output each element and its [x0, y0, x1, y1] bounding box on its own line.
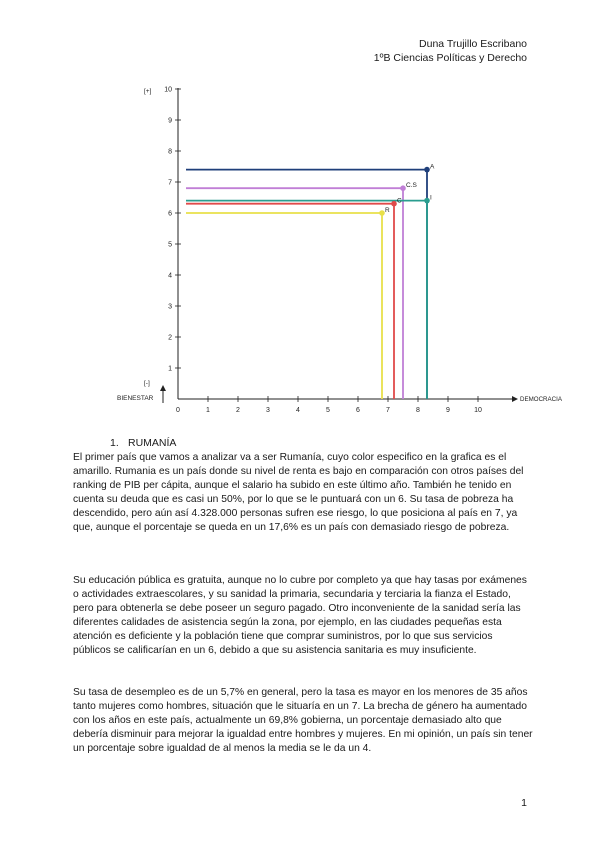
y-tick-label: 6: [168, 210, 172, 218]
x-axis-arrowhead: [512, 396, 518, 402]
x-tick-label: 0: [176, 407, 180, 414]
x-tick-label: 10: [474, 407, 482, 414]
x-tick-label: 1: [206, 407, 210, 414]
x-tick-label: 2: [236, 407, 240, 414]
y-axis-label: BIENESTAR: [117, 395, 154, 402]
y-tick-label: 8: [168, 148, 172, 156]
paragraph-income: El primer país que vamos a analizar va a ser Rumanía, cuyo color especifico en la grafica es el amarillo. Rumania es un país donde su nivel de renta es bajo en comparación con otros países del ranking de PIB per cápita, aunque el salario ha subido en este último año. También he tenido en cuenta su deuda que es casi un 50%, por lo que se le puntuará con un 6. Su tasa de pobreza ha descendido, pero aún así 4.328.000 personas sufren ese riesgo, lo que posiciona al país en 7, ya que, aunque el porcentaje se queda en un 17,6% es un país con demasiado riesgo de pobreza.: [73, 452, 524, 533]
paragraph-public-services: Su educación pública es gratuita, aunque no lo cubre por completo ya que hay tasas por exámenes o actividades extraescolares, y su sanidad la primaria, secundaria y terciaria la fianza el Estado, pero para obtenerla se debe poseer un seguro pagado. Otro inconveniente de la sanidad sería las diferentes calidades de asistencia según la zona, por ejemplo, en las ciudades pequeñas esta atención es deficiente y la población tiene que comprar suministros, por lo que sus servicios públicos se calificarían en un 6, debido a que su asistencia sanitaria es muy insuficiente.: [73, 575, 527, 656]
series-i-label: I: [430, 194, 432, 202]
y-tick-label: 3: [168, 303, 172, 311]
section-heading: [110, 437, 176, 449]
page-number: 1: [521, 797, 527, 809]
series-c-label: C: [397, 197, 402, 205]
x-tick-label: 5: [326, 407, 330, 414]
y-tick-label: 2: [168, 334, 172, 342]
x-tick-label: 8: [416, 407, 420, 414]
y-tick-label: 10: [164, 86, 172, 94]
y-tick-label: 4: [168, 272, 172, 280]
section-number: 1.: [110, 437, 119, 449]
series-r-label: R: [385, 207, 390, 214]
series-a-label: A: [430, 163, 435, 171]
series-r-point: [379, 210, 385, 216]
series-i-point: [424, 198, 430, 204]
y-tick-label: 5: [168, 241, 172, 249]
series-cs-point: [400, 185, 406, 191]
x-tick-label: 3: [266, 407, 270, 414]
y-bottom-marker: [-]: [144, 380, 150, 387]
x-tick-label: 7: [386, 407, 390, 414]
section-title: RUMANÍA: [128, 437, 177, 449]
x-tick-label: 6: [356, 407, 360, 414]
x-tick-label: 9: [446, 407, 450, 414]
chart-axes: [160, 88, 518, 403]
y-tick-label: 1: [168, 365, 172, 373]
y-top-marker: [+]: [144, 88, 152, 95]
series-c-point: [391, 201, 397, 207]
x-tick-label: 4: [296, 407, 300, 414]
y-tick-label: 7: [168, 179, 172, 187]
paragraph-employment-gender: Su tasa de desempleo es de un 5,7% en general, pero la tasa es mayor en los menores de 35 años tanto mujeres como hombres, situación que le situaría en un 7. La brecha de género ha aumentado con los años en este país, actualmente un 69,8% gobierna, un porcentaje demasiado alto que debería disminuir para mejorar la igualdad entre hombres y mujeres. En mi opinión, un país sin tener un porcentaje sobre igualdad de al menos la media se le da un 4.: [73, 687, 533, 754]
series-a-point: [424, 167, 430, 173]
author-name: Duna Trujillo Escribano: [419, 38, 527, 50]
x-axis-label: DEMOCRACIA: [520, 396, 562, 403]
series-cs-label: C.S: [406, 182, 417, 190]
y-tick-label: 9: [168, 117, 172, 125]
course-name: 1ºB Ciencias Políticas y Derecho: [373, 52, 527, 64]
y-label-arrowhead: [160, 385, 166, 391]
